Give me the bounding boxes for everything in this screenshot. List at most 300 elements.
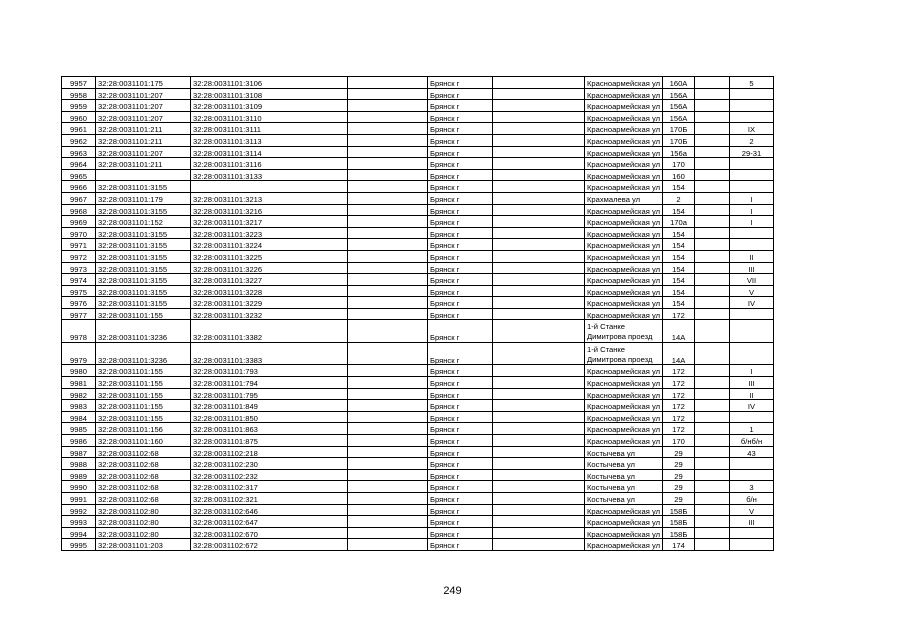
empty-cell: [493, 481, 585, 493]
street-cell: Красноармейская ул: [585, 111, 663, 123]
building-part-cell: 1: [730, 423, 774, 435]
object-number-cell: 32:28:0031101:3116: [191, 158, 348, 170]
street-cell: Красноармейская ул: [585, 504, 663, 516]
house-cell: 158Б: [663, 504, 695, 516]
house-cell: 158Б: [663, 527, 695, 539]
object-number-cell: 32:28:0031101:3216: [191, 204, 348, 216]
house-cell: 172: [663, 308, 695, 320]
building-part-cell: 43: [730, 446, 774, 458]
parcel-number-cell: 32:28:0031101:207: [96, 88, 191, 100]
street-cell: Красноармейская ул: [585, 100, 663, 112]
table-row: [62, 204, 774, 216]
empty-cell: [493, 146, 585, 158]
empty-cell: [348, 400, 428, 412]
table-row: [62, 423, 774, 435]
empty-cell: [695, 400, 730, 412]
object-number-cell: 32:28:0031101:3106: [191, 77, 348, 89]
city-cell: Брянск г: [428, 134, 493, 146]
parcel-number-cell: 32:28:0031102:68: [96, 481, 191, 493]
street-cell: Красноармейская ул: [585, 285, 663, 297]
empty-cell: [493, 192, 585, 204]
building-part-cell: I: [730, 365, 774, 377]
empty-cell: [695, 111, 730, 123]
row-number-cell: 9961: [62, 123, 96, 135]
row-number-cell: 9962: [62, 134, 96, 146]
empty-cell: [348, 227, 428, 239]
street-cell: Красноармейская ул: [585, 123, 663, 135]
object-number-cell: 32:28:0031101:850: [191, 411, 348, 423]
row-number-cell: 9968: [62, 204, 96, 216]
building-part-cell: [730, 539, 774, 551]
building-part-cell: IV: [730, 400, 774, 412]
parcel-number-cell: 32:28:0031101:3155: [96, 274, 191, 286]
object-number-cell: 32:28:0031102:230: [191, 458, 348, 470]
building-part-cell: [730, 227, 774, 239]
city-cell: Брянск г: [428, 285, 493, 297]
parcel-number-cell: 32:28:0031101:3155: [96, 181, 191, 193]
empty-cell: [348, 388, 428, 400]
house-cell: 156А: [663, 111, 695, 123]
empty-cell: [493, 377, 585, 389]
street-cell: Красноармейская ул: [585, 250, 663, 262]
street-cell: Красноармейская ул: [585, 411, 663, 423]
parcel-number-cell: 32:28:0031101:207: [96, 146, 191, 158]
object-number-cell: 32:28:0031101:3110: [191, 111, 348, 123]
object-number-cell: 32:28:0031101:3225: [191, 250, 348, 262]
city-cell: Брянск г: [428, 411, 493, 423]
empty-cell: [348, 111, 428, 123]
empty-cell: [348, 88, 428, 100]
empty-cell: [493, 227, 585, 239]
city-cell: Брянск г: [428, 111, 493, 123]
object-number-cell: 32:28:0031101:3108: [191, 88, 348, 100]
parcel-number-cell: 32:28:0031102:68: [96, 469, 191, 481]
row-number-cell: 9977: [62, 308, 96, 320]
empty-cell: [348, 181, 428, 193]
row-number-cell: 9971: [62, 239, 96, 251]
empty-cell: [695, 181, 730, 193]
object-number-cell: 32:28:0031102:317: [191, 481, 348, 493]
table-row: [62, 123, 774, 135]
empty-cell: [695, 285, 730, 297]
empty-cell: [348, 435, 428, 447]
house-cell: 170: [663, 158, 695, 170]
building-part-cell: I: [730, 192, 774, 204]
empty-cell: [695, 365, 730, 377]
empty-cell: [493, 297, 585, 309]
street-cell: Красноармейская ул: [585, 539, 663, 551]
object-number-cell: 32:28:0031101:849: [191, 400, 348, 412]
empty-cell: [493, 77, 585, 89]
house-cell: 172: [663, 423, 695, 435]
object-number-cell: 32:28:0031101:3223: [191, 227, 348, 239]
parcel-number-cell: 32:28:0031101:203: [96, 539, 191, 551]
empty-cell: [348, 169, 428, 181]
registry-table: [61, 76, 774, 551]
empty-cell: [695, 297, 730, 309]
object-number-cell: 32:28:0031101:3229: [191, 297, 348, 309]
street-cell: Красноармейская ул: [585, 216, 663, 228]
table-row: [62, 169, 774, 181]
row-number-cell: 9990: [62, 481, 96, 493]
empty-cell: [348, 527, 428, 539]
table-row: [62, 435, 774, 447]
empty-cell: [348, 516, 428, 528]
building-part-cell: [730, 169, 774, 181]
table-row: [62, 388, 774, 400]
object-number-cell: 32:28:0031101:875: [191, 435, 348, 447]
table-row: [62, 250, 774, 262]
empty-cell: [493, 411, 585, 423]
empty-cell: [493, 250, 585, 262]
street-cell: Красноармейская ул: [585, 227, 663, 239]
table-row: [62, 239, 774, 251]
street-cell: Красноармейская ул: [585, 262, 663, 274]
empty-cell: [493, 435, 585, 447]
parcel-number-cell: [96, 169, 191, 181]
object-number-cell: 32:28:0031101:3109: [191, 100, 348, 112]
object-number-cell: 32:28:0031101:3224: [191, 239, 348, 251]
building-part-cell: [730, 458, 774, 470]
empty-cell: [493, 342, 585, 365]
empty-cell: [695, 481, 730, 493]
building-part-cell: II: [730, 388, 774, 400]
table-row: [62, 516, 774, 528]
row-number-cell: 9970: [62, 227, 96, 239]
table-row: [62, 297, 774, 309]
house-cell: 172: [663, 365, 695, 377]
house-cell: 156а: [663, 146, 695, 158]
table-row: [62, 88, 774, 100]
city-cell: Брянск г: [428, 239, 493, 251]
table-row: [62, 134, 774, 146]
table-row: [62, 504, 774, 516]
building-part-cell: [730, 308, 774, 320]
table-row: [62, 227, 774, 239]
street-cell: Красноармейская ул: [585, 146, 663, 158]
empty-cell: [348, 446, 428, 458]
row-number-cell: 9978: [62, 320, 96, 343]
empty-cell: [493, 134, 585, 146]
building-part-cell: I: [730, 216, 774, 228]
empty-cell: [695, 516, 730, 528]
city-cell: Брянск г: [428, 342, 493, 365]
row-number-cell: 9966: [62, 181, 96, 193]
table-row: [62, 539, 774, 551]
object-number-cell: 32:28:0031102:670: [191, 527, 348, 539]
empty-cell: [695, 274, 730, 286]
table-row: [62, 411, 774, 423]
street-cell: Костычева ул: [585, 481, 663, 493]
house-cell: 154: [663, 250, 695, 262]
empty-cell: [695, 308, 730, 320]
street-cell: Красноармейская ул: [585, 169, 663, 181]
parcel-number-cell: 32:28:0031101:3155: [96, 285, 191, 297]
parcel-number-cell: 32:28:0031101:155: [96, 411, 191, 423]
house-cell: 14А: [663, 320, 695, 343]
city-cell: Брянск г: [428, 100, 493, 112]
building-part-cell: [730, 320, 774, 343]
city-cell: Брянск г: [428, 77, 493, 89]
empty-cell: [348, 216, 428, 228]
house-cell: 170Б: [663, 123, 695, 135]
house-cell: 14А: [663, 342, 695, 365]
row-number-cell: 9989: [62, 469, 96, 481]
empty-cell: [695, 262, 730, 274]
empty-cell: [695, 527, 730, 539]
empty-cell: [493, 388, 585, 400]
house-cell: 154: [663, 262, 695, 274]
house-cell: 154: [663, 285, 695, 297]
table-row: [62, 262, 774, 274]
parcel-number-cell: 32:28:0031102:68: [96, 458, 191, 470]
city-cell: Брянск г: [428, 469, 493, 481]
city-cell: Брянск г: [428, 446, 493, 458]
empty-cell: [493, 181, 585, 193]
empty-cell: [695, 77, 730, 89]
street-cell: Красноармейская ул: [585, 388, 663, 400]
empty-cell: [493, 216, 585, 228]
street-cell: 1-й Станке Димитрова проезд: [585, 320, 663, 343]
city-cell: Брянск г: [428, 365, 493, 377]
parcel-number-cell: 32:28:0031102:80: [96, 504, 191, 516]
parcel-number-cell: 32:28:0031102:68: [96, 493, 191, 505]
building-part-cell: III: [730, 516, 774, 528]
empty-cell: [348, 250, 428, 262]
street-cell: Костычева ул: [585, 446, 663, 458]
table-row: [62, 493, 774, 505]
parcel-number-cell: 32:28:0031101:3236: [96, 342, 191, 365]
table-row: [62, 308, 774, 320]
street-cell: Красноармейская ул: [585, 435, 663, 447]
table-row: [62, 111, 774, 123]
row-number-cell: 9988: [62, 458, 96, 470]
object-number-cell: 32:28:0031102:647: [191, 516, 348, 528]
empty-cell: [695, 88, 730, 100]
object-number-cell: 32:28:0031102:232: [191, 469, 348, 481]
row-number-cell: 9974: [62, 274, 96, 286]
street-cell: Красноармейская ул: [585, 297, 663, 309]
table-row: [62, 285, 774, 297]
street-cell: Крахмалева ул: [585, 192, 663, 204]
street-cell: Красноармейская ул: [585, 274, 663, 286]
row-number-cell: 9959: [62, 100, 96, 112]
table-row: [62, 192, 774, 204]
object-number-cell: 32:28:0031101:3232: [191, 308, 348, 320]
empty-cell: [348, 458, 428, 470]
building-part-cell: 29-31: [730, 146, 774, 158]
object-number-cell: 32:28:0031101:3382: [191, 320, 348, 343]
table-row: [62, 320, 774, 343]
empty-cell: [493, 446, 585, 458]
street-cell: Красноармейская ул: [585, 527, 663, 539]
table-row: [62, 274, 774, 286]
city-cell: Брянск г: [428, 481, 493, 493]
street-cell: Красноармейская ул: [585, 158, 663, 170]
empty-cell: [348, 262, 428, 274]
empty-cell: [348, 146, 428, 158]
city-cell: Брянск г: [428, 400, 493, 412]
row-number-cell: 9957: [62, 77, 96, 89]
parcel-number-cell: 32:28:0031101:3236: [96, 320, 191, 343]
city-cell: Брянск г: [428, 146, 493, 158]
parcel-number-cell: 32:28:0031101:155: [96, 400, 191, 412]
empty-cell: [493, 285, 585, 297]
building-part-cell: [730, 411, 774, 423]
city-cell: Брянск г: [428, 204, 493, 216]
empty-cell: [348, 365, 428, 377]
empty-cell: [695, 342, 730, 365]
row-number-cell: 9973: [62, 262, 96, 274]
parcel-number-cell: 32:28:0031102:80: [96, 516, 191, 528]
house-cell: 170Б: [663, 134, 695, 146]
empty-cell: [493, 400, 585, 412]
empty-cell: [695, 204, 730, 216]
street-cell: Красноармейская ул: [585, 88, 663, 100]
parcel-number-cell: 32:28:0031101:155: [96, 308, 191, 320]
building-part-cell: III: [730, 262, 774, 274]
building-part-cell: II: [730, 250, 774, 262]
building-part-cell: V: [730, 504, 774, 516]
table-row: [62, 342, 774, 365]
empty-cell: [695, 504, 730, 516]
house-cell: 154: [663, 274, 695, 286]
city-cell: Брянск г: [428, 435, 493, 447]
city-cell: Брянск г: [428, 516, 493, 528]
street-cell: Красноармейская ул: [585, 377, 663, 389]
street-cell: Костычева ул: [585, 469, 663, 481]
row-number-cell: 9986: [62, 435, 96, 447]
empty-cell: [695, 388, 730, 400]
empty-cell: [348, 423, 428, 435]
empty-cell: [493, 493, 585, 505]
parcel-number-cell: 32:28:0031101:211: [96, 123, 191, 135]
house-cell: 154: [663, 239, 695, 251]
building-part-cell: [730, 111, 774, 123]
building-part-cell: [730, 181, 774, 193]
empty-cell: [348, 134, 428, 146]
building-part-cell: б/н: [730, 493, 774, 505]
street-cell: Костычева ул: [585, 458, 663, 470]
row-number-cell: 9979: [62, 342, 96, 365]
building-part-cell: III: [730, 377, 774, 389]
building-part-cell: [730, 239, 774, 251]
empty-cell: [695, 134, 730, 146]
building-part-cell: [730, 527, 774, 539]
object-number-cell: 32:28:0031101:3111: [191, 123, 348, 135]
empty-cell: [695, 411, 730, 423]
empty-cell: [348, 481, 428, 493]
parcel-number-cell: 32:28:0031101:155: [96, 365, 191, 377]
building-part-cell: б/нб/н: [730, 435, 774, 447]
house-cell: 29: [663, 458, 695, 470]
object-number-cell: 32:28:0031102:672: [191, 539, 348, 551]
table-row: [62, 365, 774, 377]
empty-cell: [695, 146, 730, 158]
parcel-number-cell: 32:28:0031101:211: [96, 158, 191, 170]
city-cell: Брянск г: [428, 539, 493, 551]
empty-cell: [493, 365, 585, 377]
object-number-cell: 32:28:0031101:3133: [191, 169, 348, 181]
city-cell: Брянск г: [428, 216, 493, 228]
parcel-number-cell: 32:28:0031101:155: [96, 388, 191, 400]
empty-cell: [695, 435, 730, 447]
city-cell: Брянск г: [428, 262, 493, 274]
parcel-number-cell: 32:28:0031101:3155: [96, 204, 191, 216]
city-cell: Брянск г: [428, 493, 493, 505]
empty-cell: [695, 458, 730, 470]
parcel-number-cell: 32:28:0031101:179: [96, 192, 191, 204]
object-number-cell: 32:28:0031102:218: [191, 446, 348, 458]
parcel-number-cell: 32:28:0031101:211: [96, 134, 191, 146]
row-number-cell: 9972: [62, 250, 96, 262]
row-number-cell: 9992: [62, 504, 96, 516]
empty-cell: [348, 342, 428, 365]
house-cell: 172: [663, 411, 695, 423]
parcel-number-cell: 32:28:0031101:207: [96, 100, 191, 112]
empty-cell: [348, 192, 428, 204]
empty-cell: [695, 123, 730, 135]
building-part-cell: V: [730, 285, 774, 297]
row-number-cell: 9976: [62, 297, 96, 309]
house-cell: 154: [663, 297, 695, 309]
row-number-cell: 9969: [62, 216, 96, 228]
empty-cell: [493, 516, 585, 528]
house-cell: 2: [663, 192, 695, 204]
street-cell: Красноармейская ул: [585, 423, 663, 435]
house-cell: 160А: [663, 77, 695, 89]
building-part-cell: IX: [730, 123, 774, 135]
empty-cell: [348, 539, 428, 551]
empty-cell: [695, 539, 730, 551]
row-number-cell: 9963: [62, 146, 96, 158]
table-row: [62, 458, 774, 470]
empty-cell: [348, 411, 428, 423]
empty-cell: [695, 320, 730, 343]
building-part-cell: VII: [730, 274, 774, 286]
row-number-cell: 9980: [62, 365, 96, 377]
city-cell: Брянск г: [428, 423, 493, 435]
house-cell: 29: [663, 469, 695, 481]
city-cell: Брянск г: [428, 320, 493, 343]
building-part-cell: 5: [730, 77, 774, 89]
row-number-cell: 9991: [62, 493, 96, 505]
empty-cell: [695, 227, 730, 239]
empty-cell: [348, 377, 428, 389]
empty-cell: [348, 158, 428, 170]
house-cell: 29: [663, 493, 695, 505]
city-cell: Брянск г: [428, 227, 493, 239]
parcel-number-cell: 32:28:0031102:80: [96, 527, 191, 539]
house-cell: 154: [663, 181, 695, 193]
empty-cell: [493, 308, 585, 320]
empty-cell: [348, 308, 428, 320]
row-number-cell: 9985: [62, 423, 96, 435]
row-number-cell: 9995: [62, 539, 96, 551]
object-number-cell: 32:28:0031101:3227: [191, 274, 348, 286]
house-cell: 172: [663, 400, 695, 412]
object-number-cell: 32:28:0031101:795: [191, 388, 348, 400]
empty-cell: [695, 469, 730, 481]
object-number-cell: 32:28:0031101:3114: [191, 146, 348, 158]
city-cell: Брянск г: [428, 181, 493, 193]
row-number-cell: 9967: [62, 192, 96, 204]
parcel-number-cell: 32:28:0031101:152: [96, 216, 191, 228]
street-cell: Красноармейская ул: [585, 134, 663, 146]
house-cell: 170а: [663, 216, 695, 228]
house-cell: 154: [663, 227, 695, 239]
city-cell: Брянск г: [428, 308, 493, 320]
